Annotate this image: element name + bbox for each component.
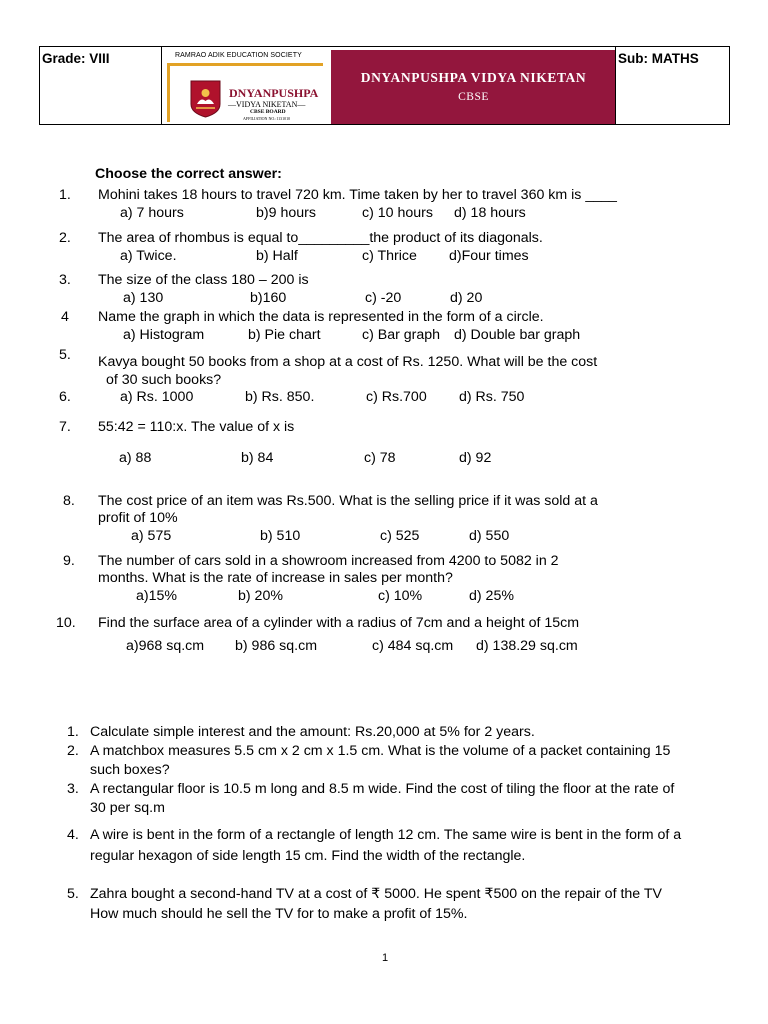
option-d: d) 92 <box>459 450 492 466</box>
option-a: a) Twice. <box>120 248 177 264</box>
problem-text-cont: such boxes? <box>90 762 170 778</box>
question-number: 8. <box>63 493 75 509</box>
option-d: d) 18 hours <box>454 205 526 221</box>
grade-cell <box>40 47 162 124</box>
option-a: a) 130 <box>123 290 164 306</box>
logo-board: CBSE BOARD <box>250 109 286 115</box>
problem-text: Zahra bought a second-hand TV at a cost of ₹ 5000. He spent ₹500 on the repair of the TV <box>90 886 662 902</box>
option-b: b)160 <box>250 290 287 306</box>
option-c: c) 525 <box>380 528 420 544</box>
option-b: b) 20% <box>238 588 283 604</box>
school-banner <box>331 50 616 124</box>
option-c: c) -20 <box>365 290 402 306</box>
logo-subtitle: —VIDYA NIKETAN— <box>228 100 306 109</box>
question-number: 5. <box>59 347 71 363</box>
question-number: 1. <box>59 187 71 203</box>
question-text: Name the graph in which the data is represented in the form of a circle. <box>98 309 544 325</box>
question-number: 3. <box>59 272 71 288</box>
option-c: c) Thrice <box>362 248 417 264</box>
school-logo <box>163 47 616 124</box>
option-d: d) Double bar graph <box>454 327 581 343</box>
option-c: c) Rs.700 <box>366 389 427 405</box>
problem-text: A matchbox measures 5.5 cm x 2 cm x 1.5 cm. What is the volume of a packet containing 15 <box>90 743 671 759</box>
subject-label: Sub: MATHS <box>618 51 699 66</box>
question-text: The cost price of an item was Rs.500. What is the selling price if it was sold at a <box>98 493 598 509</box>
question-text: The number of cars sold in a showroom increased from 4200 to 5082 in 2 <box>98 553 559 569</box>
subject-cell <box>615 47 729 124</box>
option-d: d) 138.29 sq.cm <box>476 638 578 654</box>
question-number: 4 <box>61 309 69 325</box>
option-d: d) 550 <box>469 528 510 544</box>
section-heading: Choose the correct answer: <box>95 166 282 182</box>
option-a: a) 575 <box>131 528 172 544</box>
option-d: d) 20 <box>450 290 483 306</box>
question-text: 55:42 = 110:x. The value of x is <box>98 419 295 435</box>
list-number: 5. <box>67 886 79 902</box>
option-c: c) 10 hours <box>362 205 433 221</box>
question-number: 7. <box>59 419 71 435</box>
header-table <box>39 46 730 125</box>
grade-label: Grade: VIII <box>42 51 110 66</box>
list-number: 3. <box>67 781 79 797</box>
question-text: Kavya bought 50 books from a shop at a cost of Rs. 1250. What will be the cost <box>98 354 598 370</box>
list-number: 2. <box>67 743 79 759</box>
logo-affiliation: AFFILIATION NO.:1131010 <box>243 116 291 121</box>
question-text-cont: profit of 10% <box>98 510 178 526</box>
banner-subtitle: CBSE <box>458 91 489 103</box>
question-text-cont: months. What is the rate of increase in sales per month? <box>98 570 453 586</box>
problem-text-cont: 30 per sq.m <box>90 800 165 816</box>
question-number: 10. <box>56 615 76 631</box>
option-a: a) Rs. 1000 <box>120 389 194 405</box>
option-b: b) 986 sq.cm <box>235 638 318 654</box>
option-a: a)15% <box>136 588 178 604</box>
option-b: b) Pie chart <box>248 327 321 343</box>
question-text: The area of rhombus is equal to_________the product of its diagonals. <box>98 230 543 246</box>
option-c: c) 78 <box>364 450 396 466</box>
question-number: 6. <box>59 389 71 405</box>
option-d: d)Four times <box>449 248 529 264</box>
option-b: b)9 hours <box>256 205 316 221</box>
society-name: RAMRAO ADIK EDUCATION SOCIETY <box>175 52 302 59</box>
question-text: Find the surface area of a cylinder with a radius of 7cm and a height of 15cm <box>98 615 580 631</box>
option-a: a) 7 hours <box>120 205 184 221</box>
option-c: c) 484 sq.cm <box>372 638 454 654</box>
option-a: a) 88 <box>119 450 152 466</box>
shield-icon <box>190 80 221 118</box>
option-b: b) Half <box>256 248 298 264</box>
option-d: d) 25% <box>469 588 514 604</box>
option-b: b) 510 <box>260 528 301 544</box>
option-a: a) Histogram <box>123 327 205 343</box>
question-number: 2. <box>59 230 71 246</box>
logo-name: DNYANPUSHPA <box>229 86 319 100</box>
problem-text-cont: How much should he sell the TV for to make a profit of 15%. <box>90 906 468 922</box>
list-number: 1. <box>67 724 79 740</box>
option-b: b) Rs. 850. <box>245 389 315 405</box>
problem-text: A wire is bent in the form of a rectangle of length 12 cm. The same wire is bent in the form of a <box>90 827 682 843</box>
question-number: 9. <box>63 553 75 569</box>
option-b: b) 84 <box>241 450 274 466</box>
problem-text: Calculate simple interest and the amount: Rs.20,000 at 5% for 2 years. <box>90 724 535 740</box>
problem-text: A rectangular floor is 10.5 m long and 8.5 m wide. Find the cost of tiling the floor at the rate of <box>90 781 675 797</box>
option-d: d) Rs. 750 <box>459 389 525 405</box>
question-text: Mohini takes 18 hours to travel 720 km. Time taken by her to travel 360 km is ____ <box>98 187 617 203</box>
page-number: 1 <box>382 952 389 964</box>
banner-title: DNYANPUSHPA VIDYA NIKETAN <box>360 70 587 85</box>
list-number: 4. <box>67 827 79 843</box>
question-text: The size of the class 180 – 200 is <box>98 272 309 288</box>
question-text-cont: of 30 such books? <box>106 372 222 388</box>
option-c: c) Bar graph <box>362 327 441 343</box>
option-a: a)968 sq.cm <box>126 638 205 654</box>
problem-text-cont: regular hexagon of side length 15 cm. Find the width of the rectangle. <box>90 848 526 864</box>
option-c: c) 10% <box>378 588 423 604</box>
